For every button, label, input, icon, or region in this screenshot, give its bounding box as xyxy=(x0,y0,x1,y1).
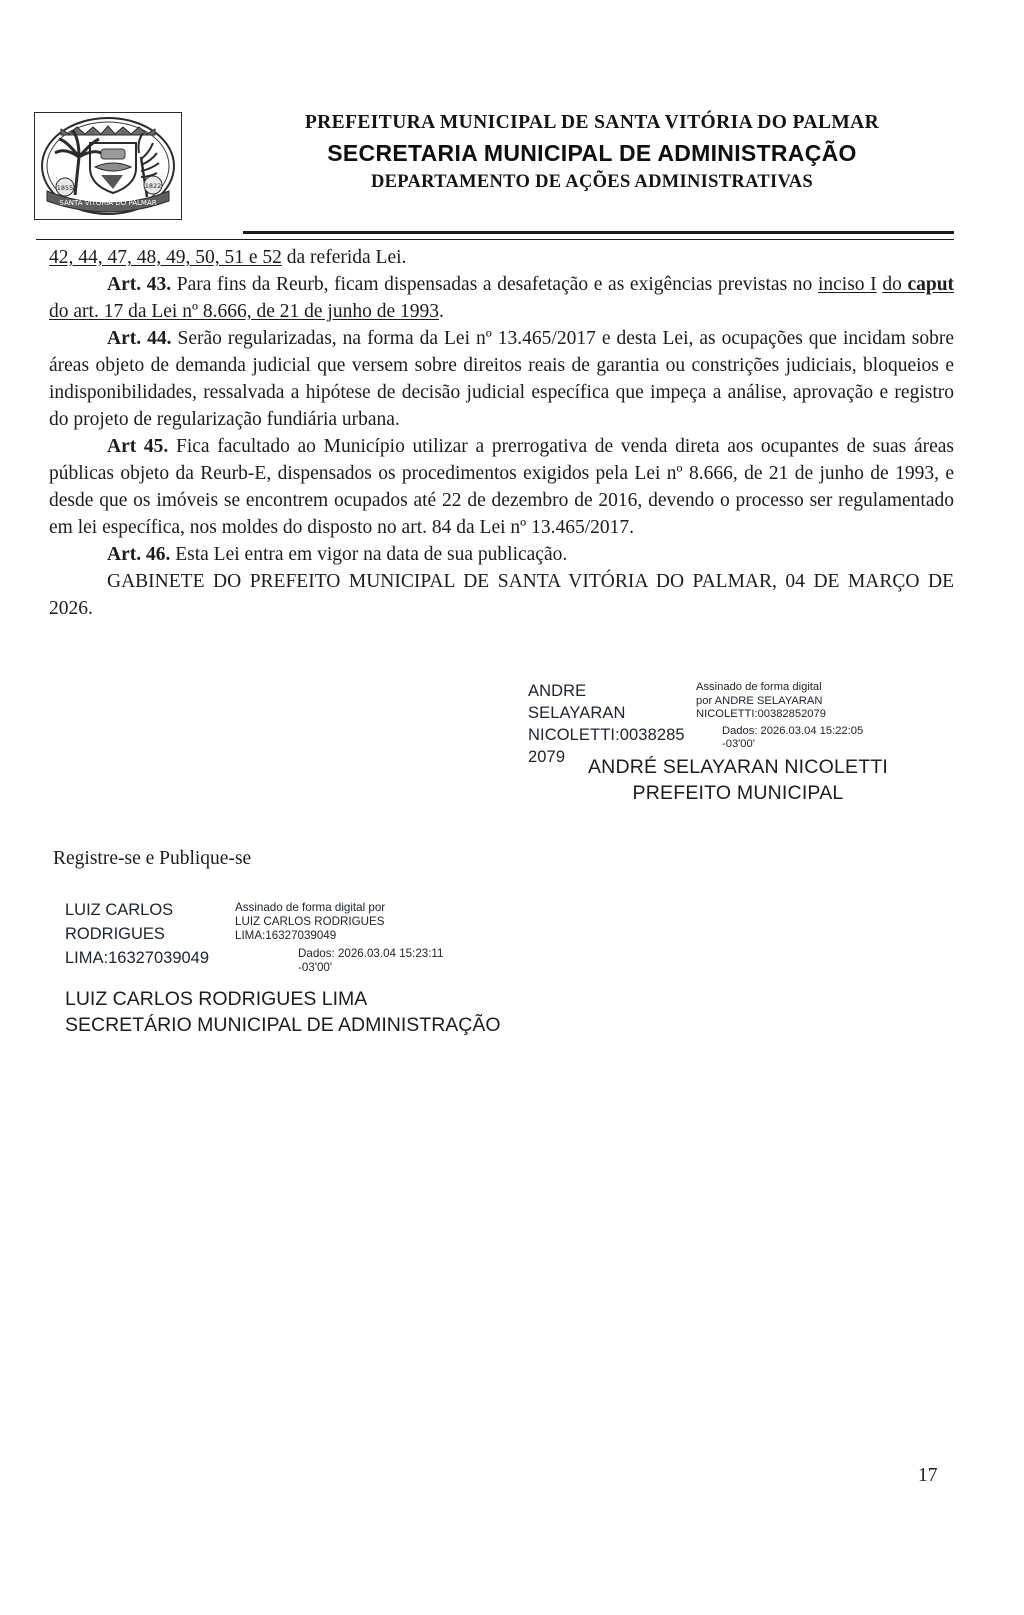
paragraph-continuation xyxy=(49,244,954,271)
stamp-mayor-line1: ANDRE SELAYARAN xyxy=(528,682,626,722)
mayor-role: PREFEITO MUNICIPAL xyxy=(632,782,844,804)
stamp-secretary-detail-line2: LUIZ CARLOS RODRIGUES xyxy=(235,915,385,929)
header-line-prefeitura: PREFEITURA MUNICIPAL DE SANTA VITÓRIA DO PALMAR xyxy=(304,112,880,133)
closing-text: GABINETE DO PREFEITO MUNICIPAL DE SANTA VITÓRIA DO PALMAR, 04 DE MARÇO DE 2026. xyxy=(49,571,954,619)
art-44-label: Art. 44. xyxy=(107,328,172,349)
art-45-label: Art 45. xyxy=(107,436,169,457)
stamp-secretary-detail-line3: LIMA:16327039049 xyxy=(235,929,337,943)
document-header xyxy=(34,112,954,232)
svg-text:1822: 1822 xyxy=(144,182,162,190)
stamp-secretary-detail-timezone: -03'00' xyxy=(298,960,333,974)
paragraph-art-46 xyxy=(49,541,954,568)
paragraph-art-44 xyxy=(49,325,954,433)
stamp-secretary-detail-dados: Dados: 2026.03.04 15:23:11 xyxy=(298,946,444,960)
continuation-rest: da referida Lei. xyxy=(281,247,407,268)
paragraph-closing xyxy=(49,568,954,622)
secretary-role: SECRETÁRIO MUNICIPAL DE ADMINISTRAÇÃO xyxy=(65,1014,501,1036)
header-line-secretaria: SECRETARIA MUNICIPAL DE ADMINISTRAÇÃO xyxy=(327,140,857,166)
art-46-label: Art. 46. xyxy=(107,544,171,565)
stamp-secretary-line1: LUIZ CARLOS xyxy=(65,901,174,919)
art-43-label: Art. 43. xyxy=(107,274,172,295)
header-divider-thick xyxy=(243,231,954,234)
registre-publique-label: Registre-se e Publique-se xyxy=(53,848,252,869)
art-43-underline-3: do art. 17 da Lei nº 8.666, de 21 de junho de 1993 xyxy=(49,301,440,322)
signature-block-secretary xyxy=(65,898,625,1038)
stamp-mayor-detail-line3: NICOLETTI:00382852079 xyxy=(696,708,826,721)
stamp-mayor-details xyxy=(696,681,946,752)
page-number: 17 xyxy=(918,1465,938,1486)
digital-signature-stamp-mayor xyxy=(528,680,958,766)
art-43-underline-1: inciso I xyxy=(817,274,877,295)
stamp-mayor-detail-timezone: -03'00' xyxy=(722,738,755,751)
paragraph-art-43 xyxy=(49,271,954,325)
art-46-text: Esta Lei entra em vigor na data de sua publicação. xyxy=(170,544,568,565)
stamp-mayor-line2: NICOLETTI:0038285 xyxy=(528,726,685,744)
stamp-mayor-line3: 2079 xyxy=(528,748,566,766)
header-divider-thin xyxy=(36,239,954,240)
art-44-text: Serão regularizadas, na forma da Lei nº 13.465/2017 e desta Lei, as ocupações que incidam sobre áreas objeto de demanda judicial que versem sobre direitos reais de garantia ou constrições judiciais, bloqueios e indisponibilidades, ressalvada a hipótese de decisão judicial específica que impeça a análise, aprovação e registro do projeto de regularização fundiária urbana. xyxy=(49,328,954,430)
art-43-text-before: Para fins da Reurb, ficam dispensadas a desafetação e as exigências previstas no xyxy=(171,274,818,295)
stamp-secretary-line2: RODRIGUES xyxy=(65,925,165,943)
header-titles xyxy=(230,112,954,193)
art-45-text: Fica facultado ao Município utilizar a prerrogativa de venda direta aos ocupantes de suas áreas públicas objeto da Reurb-E, dispensados os procedimentos exigidos pela Lei nº 8.666, de 21 de junho de 1993, e desde que os imóveis se encontrem ocupados até 22 de dezembro de 2016, devendo o processo ser regulamentado em lei específica, nos moldes do disposto no art. 84 da Lei nº 13.465/2017. xyxy=(49,436,954,538)
continuation-underlined: 42, 44, 47, 48, 49, 50, 51 e 52 xyxy=(49,247,282,268)
mayor-name: ANDRÉ SELAYARAN NICOLETTI xyxy=(587,756,889,778)
stamp-secretary-line3: LIMA:16327039049 xyxy=(65,949,210,967)
art-43-text-end: . xyxy=(439,301,444,322)
coat-of-arms-icon xyxy=(34,112,182,220)
stamp-mayor-identity xyxy=(528,680,688,768)
digital-signature-stamp-secretary xyxy=(65,898,625,978)
stamp-mayor-detail-line2: por ANDRE SELAYARAN xyxy=(696,694,823,707)
svg-text:1855: 1855 xyxy=(56,184,74,192)
art-43-do: do xyxy=(882,274,908,295)
stamp-mayor-detail-dados: Dados: 2026.03.04 15:22:05 xyxy=(722,724,864,737)
svg-text:SANTA VITÓRIA DO PALMAR: SANTA VITÓRIA DO PALMAR xyxy=(59,199,157,207)
stamp-secretary-details xyxy=(235,901,565,975)
stamp-mayor-detail-line1: Assinado de forma digital xyxy=(696,681,822,693)
stamp-secretary-detail-line1: Assinado de forma digital por xyxy=(235,901,386,914)
header-line-departamento: DEPARTAMENTO DE AÇÕES ADMINISTRATIVAS xyxy=(370,172,814,192)
signature-block-mayor xyxy=(528,680,958,806)
secretary-name: LUIZ CARLOS RODRIGUES LIMA xyxy=(65,988,368,1010)
paragraph-art-45 xyxy=(49,433,954,541)
art-43-caput: caput xyxy=(907,274,955,295)
document-body xyxy=(49,244,954,622)
